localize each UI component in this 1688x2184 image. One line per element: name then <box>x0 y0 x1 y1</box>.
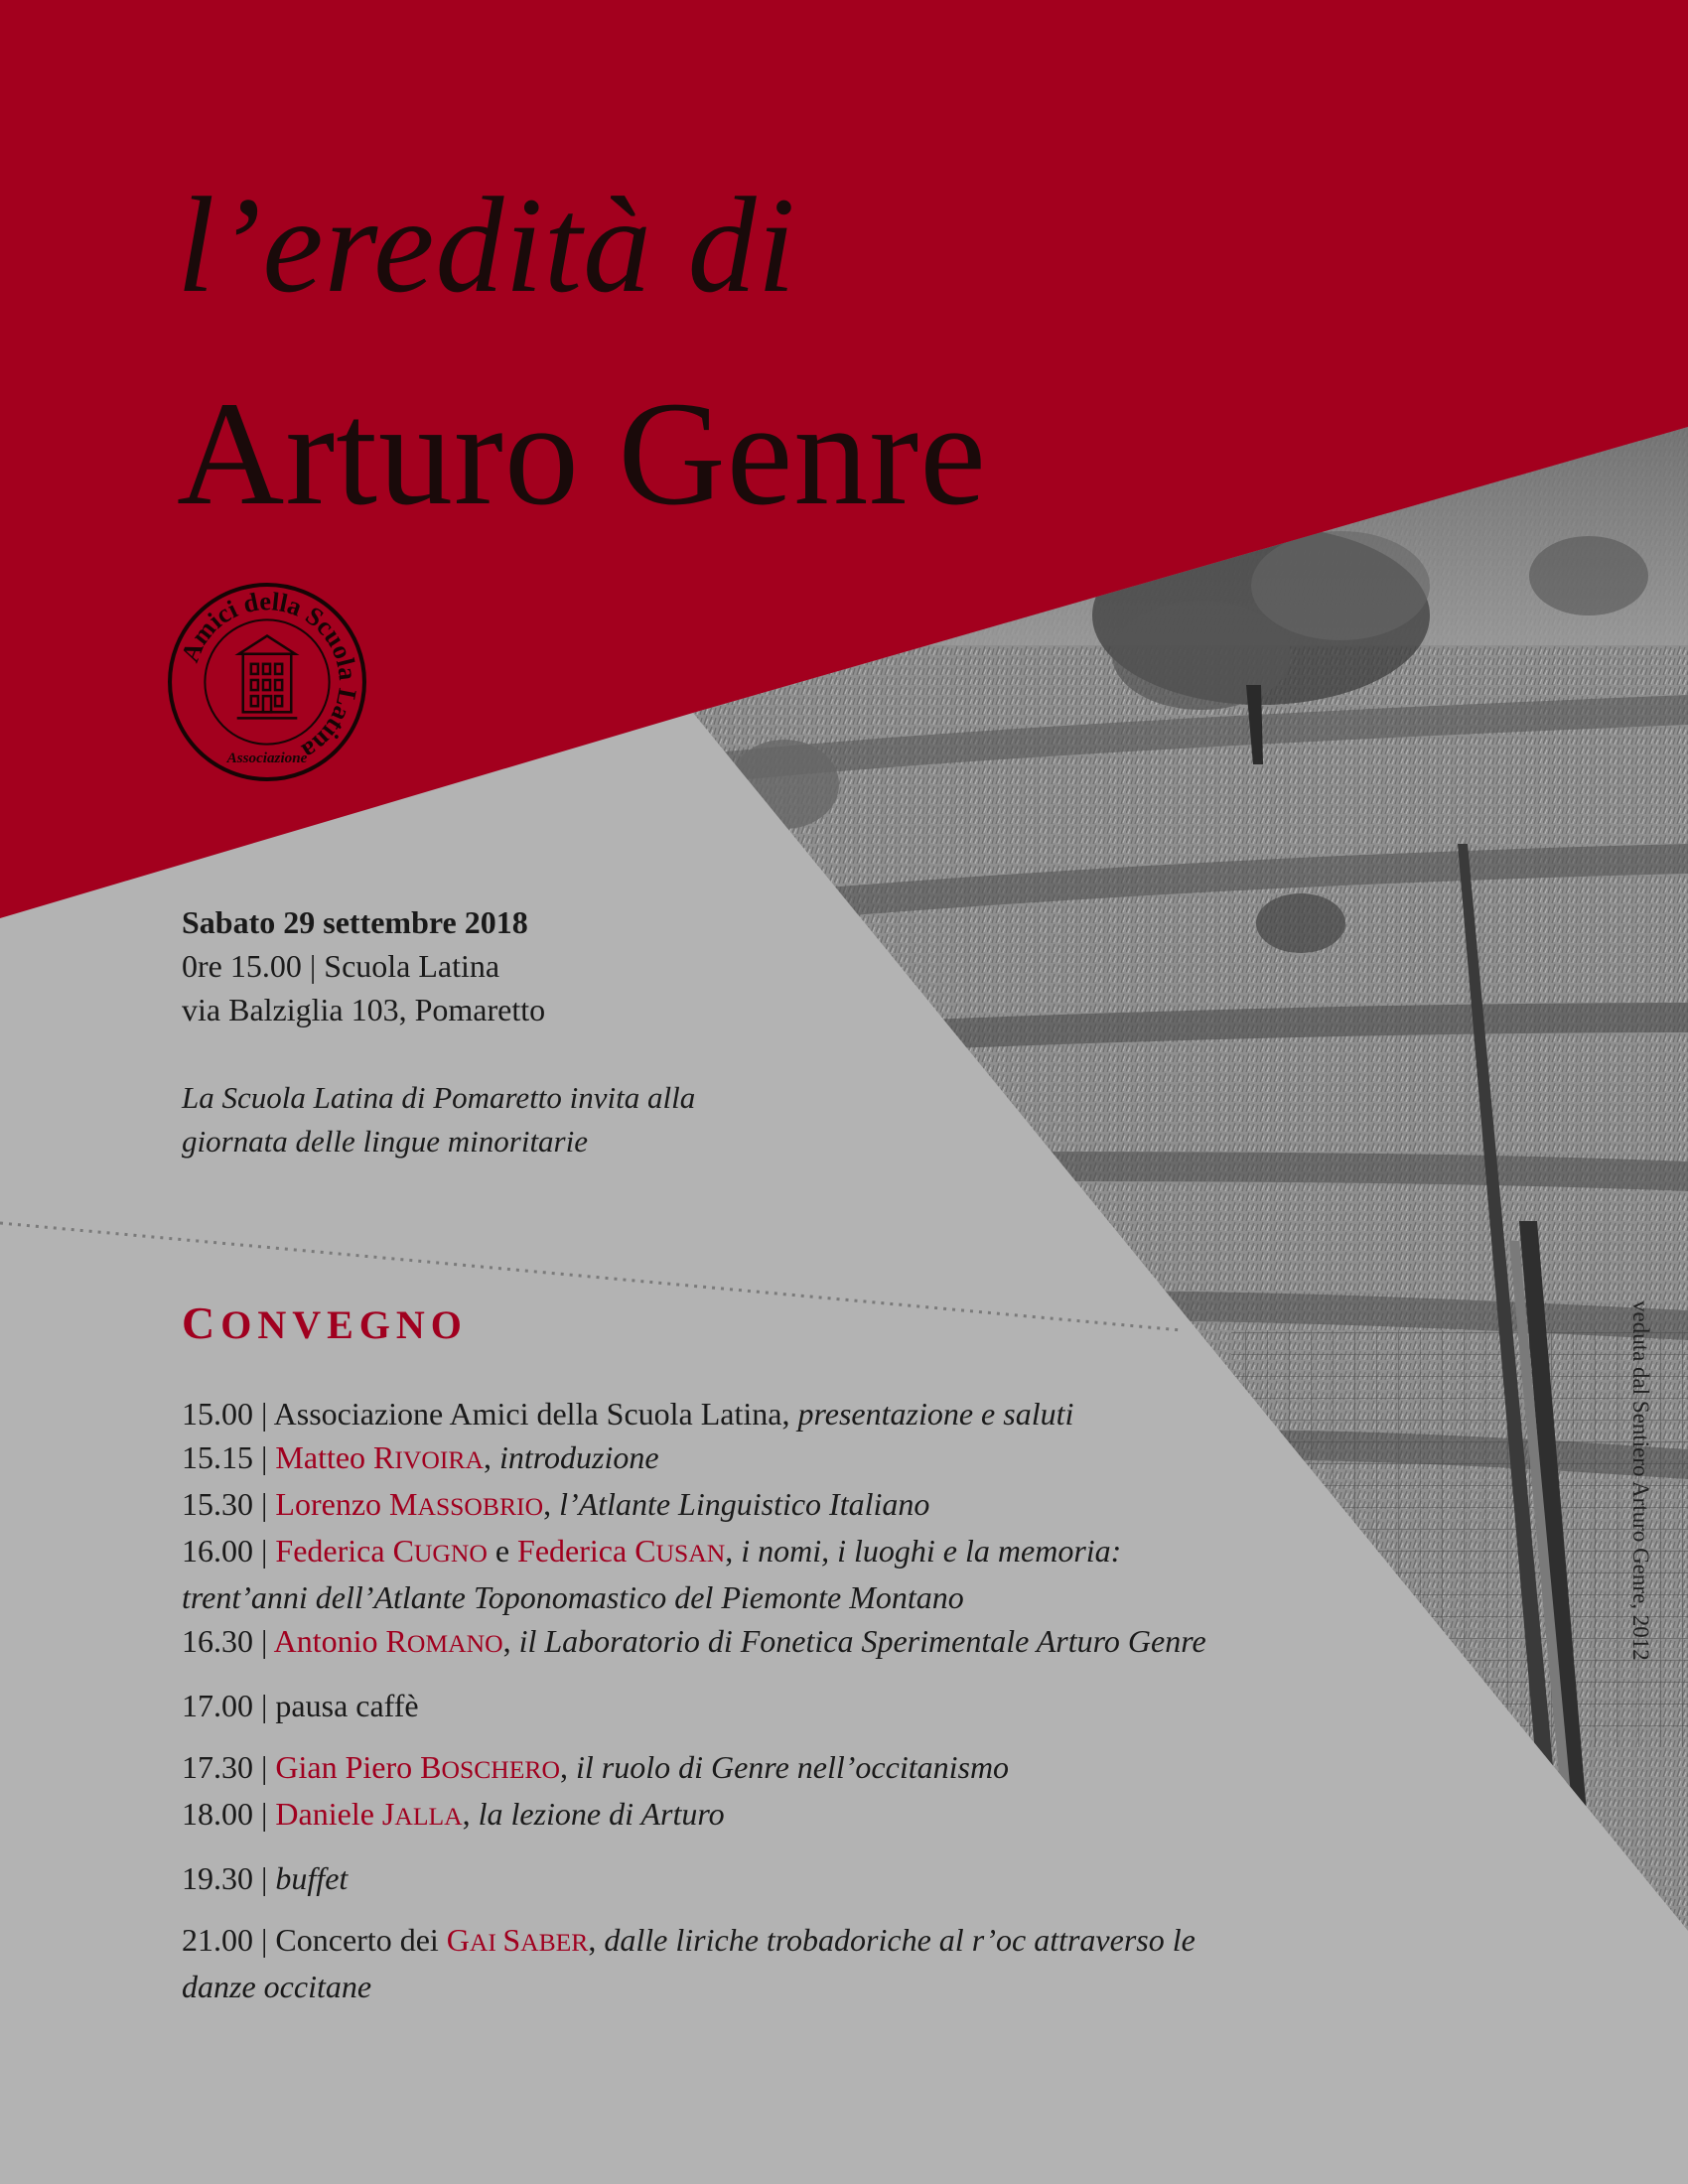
program-item <box>182 1684 1234 1727</box>
conjunction: e <box>487 1533 518 1569</box>
program-time: 21.00 | <box>182 1922 276 1958</box>
program-time: 15.15 | <box>182 1439 276 1475</box>
program-text: Associazione Amici della Scuola Latina, <box>273 1396 798 1432</box>
association-seal-logo <box>167 582 367 782</box>
logo-ring-text: Amici della Scuola Latina <box>175 587 362 766</box>
separator: , <box>502 1623 519 1659</box>
program-text: Concerto dei <box>275 1922 447 1958</box>
program-topic: il ruolo di Genre nell’occitanismo <box>575 1749 1010 1785</box>
section-title-convegno <box>182 1297 468 1349</box>
program-item <box>182 1482 1234 1529</box>
event-time-place: 0re 15.00 | Scuola Latina <box>182 948 500 984</box>
program-time: 17.00 | <box>182 1688 276 1723</box>
program-item <box>182 1792 1234 1839</box>
program-topic: i nomi, i luoghi e la memoria: trent’anni dell’Atlante Toponomastico del Piemonte Montano <box>182 1533 1122 1615</box>
speaker-name: Federica CUGNO <box>275 1533 488 1569</box>
program-item <box>182 1918 1234 2008</box>
program-topic: la lezione di Arturo <box>478 1796 725 1832</box>
program-item <box>182 1529 1234 1619</box>
program-text: pausa caffè <box>275 1688 419 1723</box>
photo-caption <box>1628 1300 1681 1737</box>
program-topic: introduzione <box>498 1439 659 1475</box>
title-line-1: l’eredità di <box>177 169 796 321</box>
school-building-icon <box>237 636 298 719</box>
separator: , <box>588 1922 605 1958</box>
program-item <box>182 1856 1234 1900</box>
program-time: 18.00 | <box>182 1796 276 1832</box>
event-info <box>182 900 738 1031</box>
invite-text: La Scuola Latina di Pomaretto invita alla giornata delle lingue minoritarie <box>182 1080 696 1159</box>
logo-bottom-text: Associazione <box>226 749 308 766</box>
program-time: 15.30 | <box>182 1486 276 1522</box>
program-topic: buffet <box>275 1860 349 1896</box>
section-title-rest: ONVEGNO <box>220 1302 468 1347</box>
speaker-name: Gian Piero BOSCHERO <box>275 1749 560 1785</box>
band-name: GAI SABER <box>446 1922 589 1958</box>
section-title-initial: C <box>182 1297 221 1348</box>
separator: , <box>559 1749 576 1785</box>
speaker-name: Antonio ROMANO <box>273 1623 503 1659</box>
program-topic: presentazione e saluti <box>797 1396 1074 1432</box>
speaker-name: Lorenzo MASSOBRIO <box>275 1486 544 1522</box>
speaker-name: Federica CUSAN <box>517 1533 726 1569</box>
title-line-2: Arturo Genre <box>177 371 987 536</box>
program-time: 15.00 | <box>182 1396 274 1432</box>
program-time: 17.30 | <box>182 1749 276 1785</box>
speaker-name: Matteo RIVOIRA <box>275 1439 484 1475</box>
event-date: Sabato 29 settembre 2018 <box>182 904 528 940</box>
program-time: 19.30 | <box>182 1860 276 1896</box>
separator: , <box>462 1796 479 1832</box>
separator: , <box>483 1439 499 1475</box>
separator: , <box>725 1533 742 1569</box>
program-time: 16.30 | <box>182 1623 274 1659</box>
program-item <box>182 1392 1234 1435</box>
program-topic: l’Atlante Linguistico Italiano <box>559 1486 930 1522</box>
program-topic: dalle liriche trobadoriche al r’oc attraverso le danze occitane <box>182 1922 1196 2004</box>
event-address: via Balziglia 103, Pomaretto <box>182 992 546 1027</box>
separator: , <box>543 1486 560 1522</box>
program-list <box>182 1392 1234 2008</box>
speaker-name: Daniele JALLA <box>275 1796 463 1832</box>
program-item <box>182 1619 1234 1666</box>
program-topic: il Laboratorio di Fonetica Sperimentale Arturo Genre <box>518 1623 1206 1659</box>
program-time: 16.00 | <box>182 1533 276 1569</box>
program-item <box>182 1435 1234 1482</box>
program-item <box>182 1745 1234 1792</box>
photo-caption-text: veduta dal Sentiero Arturo Genre, 2012 <box>1628 1300 1653 1661</box>
